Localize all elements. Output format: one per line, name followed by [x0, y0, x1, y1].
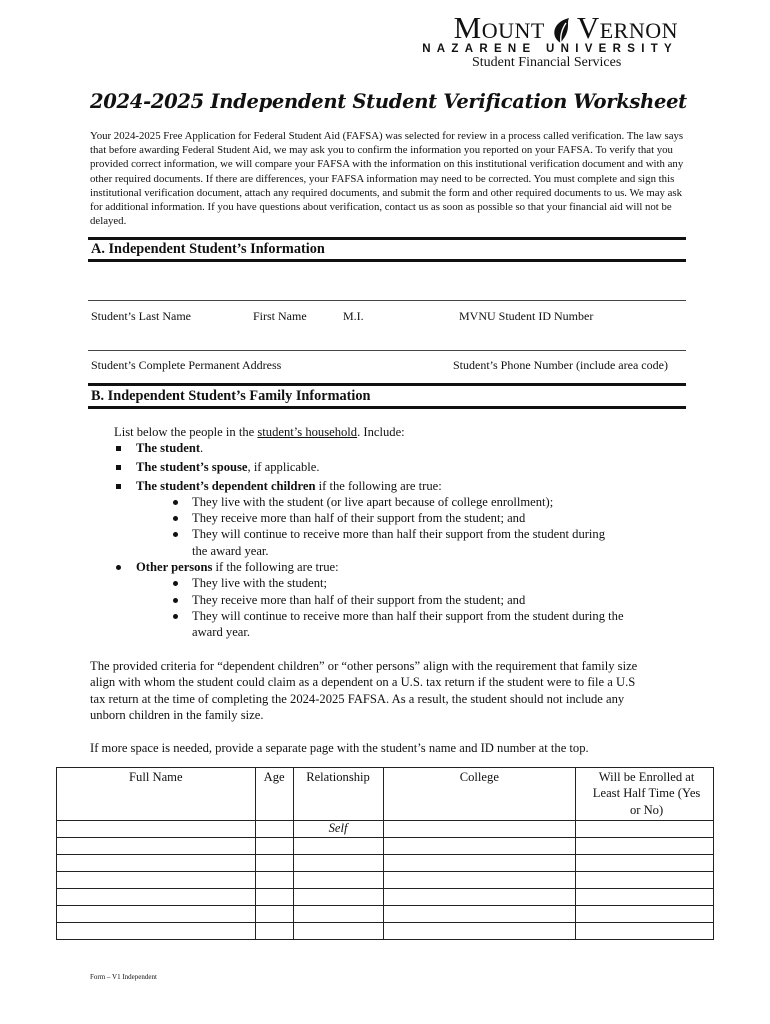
household-link[interactable]: student’s household [257, 425, 358, 439]
round-bullet-icon [173, 516, 178, 521]
cell-age[interactable] [255, 906, 293, 923]
section-a-top-rule [88, 237, 686, 240]
household-table [56, 767, 714, 940]
cell-age[interactable] [255, 855, 293, 872]
item-student-bold: The student [136, 441, 201, 455]
form-footer: Form – V1 Independent [90, 973, 157, 981]
first-name-label: First Name [253, 309, 307, 323]
section-b-bottom-rule [88, 406, 686, 409]
dependent-criterion-3-cont: the award year. [192, 544, 269, 558]
flame-leaf-icon [547, 17, 575, 45]
cell-age[interactable] [255, 923, 293, 940]
cell-relationship[interactable] [293, 923, 383, 940]
round-bullet-icon [173, 598, 178, 603]
other-criterion-2: They receive more than half of their support from the student; and [192, 593, 526, 607]
cell-full-name[interactable] [57, 821, 256, 838]
dependent-criterion-1: They live with the student (or live apart because of college enrollment); [192, 495, 554, 509]
col-header-age: Age [255, 768, 293, 821]
intro-text: Your 2024-2025 Free Application for Federal Student Aid (FAFSA) was selected for review in a process called verification. The law says that before awarding Federal Student Aid, we may ask you to confirm the information you reported on your FAFSA. To verify that you provided correct information, we will compare your FAFSA with the information on this institutional verification document and with any other required documents. If there are differences, your FAFSA information may need to be corrected. You must complete and sign this institutional verification document, attach any required documents, and submit the form and other required documents to us. We may ask for additional information. If you have questions about verification, contact us as soon as possible so that your financial aid will not be delayed. [90, 130, 684, 228]
cell-enrolled[interactable] [576, 923, 714, 940]
cell-college[interactable] [383, 855, 576, 872]
table-row [57, 855, 714, 872]
cell-age[interactable] [255, 821, 293, 838]
item-spouse-post: , if applicable. [247, 460, 320, 474]
table-row [57, 906, 714, 923]
table-row [57, 821, 714, 838]
table-row [57, 838, 714, 855]
cell-relationship[interactable] [293, 872, 383, 889]
cell-relationship[interactable] [293, 906, 383, 923]
household-intro [114, 425, 405, 440]
criteria-paragraph: The provided criteria for “dependent children” or “other persons” align with the requirement that family size align with whom the student could claim as a dependent on a U.S. tax return if the student were to file a U.S tax return at the time of completing the 2024-2025 FAFSA. As a result, the student should not include any unborn children in the family size. [90, 659, 638, 723]
logo-word-vernon: Vernon [576, 10, 678, 45]
phone-label: Student’s Phone Number (include area code) [453, 358, 668, 372]
round-bullet-icon [173, 581, 178, 586]
item-spouse-bold: The student’s spouse [136, 460, 248, 474]
household-intro-end: . Include: [357, 425, 405, 439]
name-line[interactable] [88, 300, 686, 301]
student-id-label: MVNU Student ID Number [459, 309, 594, 323]
address-line[interactable] [88, 350, 686, 351]
other-criterion-3-cont: award year. [192, 625, 251, 639]
col-header-college: College [383, 768, 576, 821]
square-bullet-icon [116, 446, 121, 451]
dependent-criterion-2: They receive more than half of their support from the student; and [192, 511, 526, 525]
list-item-other-persons [136, 560, 339, 575]
cell-age[interactable] [255, 838, 293, 855]
middle-initial-label: M.I. [343, 309, 364, 323]
cell-college[interactable] [383, 923, 576, 940]
logo-word-mount: Mount [453, 10, 545, 45]
dependent-criterion-3: They will continue to receive more than half their support from the student during [192, 527, 606, 541]
square-bullet-icon [116, 484, 121, 489]
col-header-relationship: Relationship [293, 768, 383, 821]
list-item-student [136, 441, 203, 456]
section-b-top-rule [88, 383, 686, 386]
cell-enrolled[interactable] [576, 889, 714, 906]
university-logo [454, 12, 678, 45]
col-header-enrolled: Will be Enrolled at Least Half Time (Yes or No) [576, 768, 714, 821]
cell-college[interactable] [383, 872, 576, 889]
cell-enrolled[interactable] [576, 906, 714, 923]
cell-enrolled[interactable] [576, 821, 714, 838]
cell-enrolled[interactable] [576, 872, 714, 889]
table-row [57, 923, 714, 940]
logo-subtitle: NAZARENE UNIVERSITY [422, 43, 678, 55]
cell-full-name[interactable] [57, 906, 256, 923]
address-label: Student’s Complete Permanent Address [91, 358, 282, 372]
cell-relationship[interactable] [293, 838, 383, 855]
other-criterion-3: They will continue to receive more than half their support from the student during the [192, 609, 624, 623]
cell-college[interactable] [383, 838, 576, 855]
cell-enrolled[interactable] [576, 838, 714, 855]
cell-full-name[interactable] [57, 855, 256, 872]
col-header-full-name: Full Name [57, 768, 256, 821]
cell-college[interactable] [383, 889, 576, 906]
cell-relationship-self: Self [293, 821, 383, 838]
last-name-label: Student’s Last Name [91, 309, 191, 323]
cell-college[interactable] [383, 821, 576, 838]
section-a-bottom-rule [88, 259, 686, 262]
more-space-note: If more space is needed, provide a separate page with the student’s name and ID number at the top. [90, 741, 589, 755]
item-dependents-bold: The student’s dependent children [136, 479, 316, 493]
round-bullet-icon [173, 614, 178, 619]
square-bullet-icon [116, 465, 121, 470]
cell-full-name[interactable] [57, 838, 256, 855]
table-header-row [57, 768, 714, 821]
page-title: 2024-2025 Independent Student Verification Worksheet [90, 90, 687, 113]
item-other-bold: Other persons [136, 560, 213, 574]
item-student-post: . [200, 441, 204, 455]
cell-relationship[interactable] [293, 889, 383, 906]
section-b-title: B. Independent Student’s Family Information [91, 388, 371, 404]
section-a-title: A. Independent Student’s Information [91, 241, 325, 257]
list-item-spouse [136, 460, 320, 475]
round-bullet-icon [173, 532, 178, 537]
list-item-dependent-children [136, 479, 442, 494]
other-criterion-1: They live with the student; [192, 576, 328, 590]
cell-college[interactable] [383, 906, 576, 923]
table-row [57, 872, 714, 889]
item-dependents-post: if the following are true: [315, 479, 442, 493]
intro-paragraph [90, 129, 690, 228]
round-bullet-icon [116, 565, 121, 570]
cell-full-name[interactable] [57, 872, 256, 889]
department-name: Student Financial Services [472, 55, 622, 70]
cell-age[interactable] [255, 889, 293, 906]
household-intro-text: List below the people in the [114, 425, 258, 439]
cell-full-name[interactable] [57, 923, 256, 940]
cell-full-name[interactable] [57, 889, 256, 906]
item-other-post: if the following are true: [212, 560, 339, 574]
cell-relationship[interactable] [293, 855, 383, 872]
cell-enrolled[interactable] [576, 855, 714, 872]
round-bullet-icon [173, 500, 178, 505]
table-row [57, 889, 714, 906]
cell-age[interactable] [255, 872, 293, 889]
